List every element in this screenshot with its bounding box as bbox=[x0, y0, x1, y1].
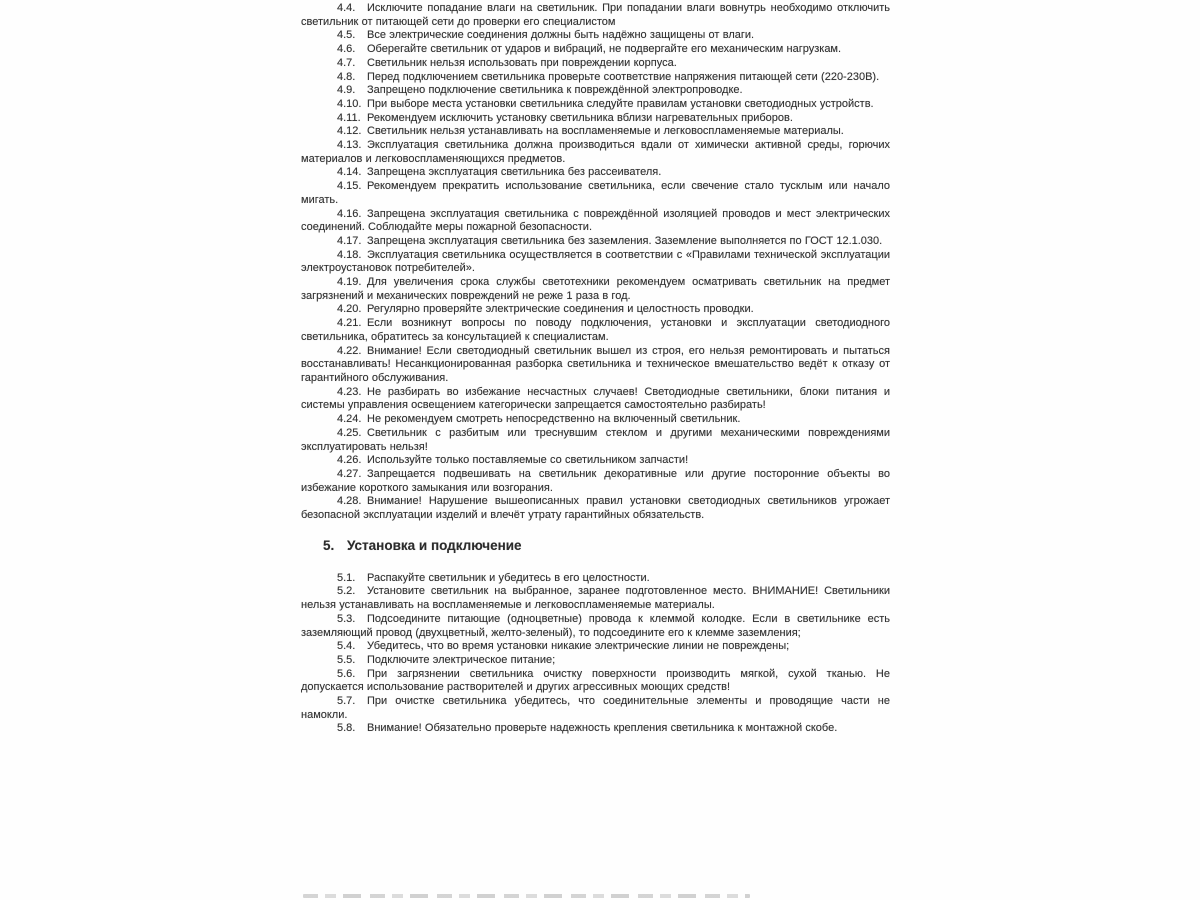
section-heading-number: 5. bbox=[323, 537, 335, 553]
list-item bbox=[301, 454, 890, 468]
item-text: При загрязнении светильника очистку поверхности производить мягкой, сухой тканью. Не допускается использование растворителей и других агрессивных моющих средств! bbox=[301, 667, 890, 694]
list-item bbox=[301, 249, 890, 276]
section-heading-title: Установка и подключение bbox=[347, 537, 522, 553]
section-5-installation-items bbox=[301, 572, 890, 736]
item-text: Запрещена эксплуатация светильника без заземления. Заземление выполняется по ГОСТ 12.1.030. bbox=[367, 234, 883, 247]
list-item bbox=[301, 386, 890, 413]
text-column bbox=[301, 2, 890, 736]
list-item bbox=[301, 139, 890, 166]
list-item bbox=[301, 654, 890, 668]
list-item bbox=[301, 180, 890, 207]
item-number: 4.15. bbox=[337, 180, 362, 193]
item-number: 5.6. bbox=[337, 667, 356, 680]
item-text: Распакуйте светильник и убедитесь в его целостности. bbox=[367, 571, 650, 584]
item-text: Внимание! Обязательно проверьте надежность крепления светильника к монтажной скобе. bbox=[367, 722, 838, 735]
item-number: 5.7. bbox=[337, 695, 356, 708]
item-text: Светильник с разбитым или треснувшим стеклом и другими механическими повреждениями эксплуатировать нельзя! bbox=[301, 426, 890, 453]
list-item bbox=[301, 640, 890, 654]
item-text: Запрещено подключение светильника к повреждённой электропроводке. bbox=[367, 84, 743, 97]
item-text: Внимание! Нарушение вышеописанных правил установки светодиодных светильников угрожает безопасной эксплуатации изделий и влечёт утрату гарантийных обязательств. bbox=[301, 495, 890, 522]
item-text: Эксплуатация светильника осуществляется в соответствии с «Правилами технической эксплуатации электроустановок потребителей». bbox=[301, 248, 890, 275]
item-text: Используйте только поставляемые со светильником запчасти! bbox=[367, 454, 689, 467]
item-text: Установите светильник на выбранное, заранее подготовленное место. ВНИМАНИЕ! Светильники нельзя устанавливать на воспламеняемые и легковоспламеняемые материалы. bbox=[301, 585, 890, 612]
item-text: Если возникнут вопросы по поводу подключения, установки и эксплуатации светодиодного светильника, обратитесь за консультацией к специалистам. bbox=[301, 317, 890, 343]
item-text: Запрещена эксплуатация светильника без рассеивателя. bbox=[367, 166, 662, 179]
list-item bbox=[301, 613, 890, 640]
item-text: При очистке светильника убедитесь, что соединительные элементы и проводящие части не намокли. bbox=[301, 695, 890, 721]
section-4-safety-items bbox=[301, 2, 890, 523]
item-number: 4.11. bbox=[337, 111, 361, 124]
item-number: 4.16. bbox=[337, 207, 362, 220]
item-text: Запрещается подвешивать на светильник декоративные или другие посторонние объекты во избежание короткого замыкания или возгорания. bbox=[301, 467, 890, 494]
item-text: Подключите электрическое питание; bbox=[367, 653, 556, 666]
list-item bbox=[301, 468, 890, 495]
item-text: Все электрические соединения должны быть надёжно защищены от влаги. bbox=[367, 29, 755, 42]
cutoff-text-remnant bbox=[303, 894, 750, 898]
list-item bbox=[301, 345, 890, 386]
item-number: 4.26. bbox=[337, 454, 362, 467]
item-number: 4.13. bbox=[337, 139, 362, 152]
item-number: 4.9. bbox=[337, 84, 356, 97]
item-number: 4.17. bbox=[337, 234, 362, 247]
list-item bbox=[301, 427, 890, 454]
item-number: 4.24. bbox=[337, 413, 362, 426]
item-text: Не разбирать во избежание несчастных случаев! Светодиодные светильники, блоки питания и системы управления освещением категорически запрещается самостоятельно разбирать! bbox=[301, 385, 890, 412]
list-item bbox=[301, 43, 890, 57]
item-number: 4.23. bbox=[337, 385, 362, 398]
section-5-heading bbox=[323, 537, 890, 554]
item-number: 4.21. bbox=[337, 317, 362, 330]
list-item bbox=[301, 235, 890, 249]
list-item bbox=[301, 668, 890, 695]
item-number: 4.7. bbox=[337, 56, 356, 69]
item-number: 4.25. bbox=[337, 426, 362, 439]
list-item bbox=[301, 317, 890, 344]
item-text: Не рекомендуем смотреть непосредственно на включенный светильник. bbox=[367, 413, 741, 426]
item-text: Перед подключением светильника проверьте соответствие напряжения питающей сети (220-230В). bbox=[367, 70, 880, 83]
item-number: 4.6. bbox=[337, 43, 356, 56]
item-text: Рекомендуем исключить установку светильника вблизи нагревательных приборов. bbox=[367, 111, 793, 124]
list-item bbox=[301, 112, 890, 126]
item-number: 5.8. bbox=[337, 722, 356, 735]
list-item bbox=[301, 303, 890, 317]
list-item bbox=[301, 98, 890, 112]
list-item bbox=[301, 71, 890, 85]
item-number: 5.4. bbox=[337, 640, 356, 653]
item-text: Оберегайте светильник от ударов и вибраций, не подвергайте его механическим нагрузкам. bbox=[367, 43, 842, 56]
list-item bbox=[301, 276, 890, 303]
item-text: При выборе места установки светильника следуйте правилам установки светодиодных устройств. bbox=[367, 97, 874, 110]
item-number: 4.8. bbox=[337, 70, 356, 83]
item-number: 4.20. bbox=[337, 303, 362, 316]
item-number: 4.12. bbox=[337, 125, 362, 138]
item-text: Рекомендуем прекратить использование светильника, если свечение стало тусклым или начало мигать. bbox=[301, 180, 890, 206]
list-item bbox=[301, 2, 890, 29]
item-text: Эксплуатация светильника должна производиться вдали от химически активной среды, горючих материалов и легковоспламеняющихся предметов. bbox=[301, 139, 890, 165]
item-number: 4.19. bbox=[337, 276, 362, 289]
list-item bbox=[301, 585, 890, 612]
list-item bbox=[301, 695, 890, 722]
list-item bbox=[301, 495, 890, 522]
list-item bbox=[301, 208, 890, 235]
item-number: 4.22. bbox=[337, 344, 362, 357]
item-number: 4.10. bbox=[337, 97, 362, 110]
item-number: 4.27. bbox=[337, 467, 362, 480]
list-item bbox=[301, 166, 890, 180]
item-text: Светильник нельзя использовать при повреждении корпуса. bbox=[367, 56, 677, 69]
item-number: 5.5. bbox=[337, 653, 356, 666]
list-item bbox=[301, 29, 890, 43]
item-number: 4.28. bbox=[337, 495, 362, 508]
list-item bbox=[301, 413, 890, 427]
item-number: 4.14. bbox=[337, 166, 362, 179]
item-number: 4.4. bbox=[337, 2, 356, 14]
item-number: 5.3. bbox=[337, 612, 356, 625]
item-text: Внимание! Если светодиодный светильник вышел из строя, его нельзя ремонтировать и пытаться восстанавливать! Несанкционированная разборка светильника и техническое вмешательство ведёт к отказу от гарантийного обслуживания. bbox=[301, 344, 890, 384]
item-text: Светильник нельзя устанавливать на воспламеняемые и легковоспламеняемые материалы. bbox=[367, 125, 844, 138]
list-item bbox=[301, 84, 890, 98]
list-item bbox=[301, 125, 890, 139]
item-text: Регулярно проверяйте электрические соединения и целостность проводки. bbox=[367, 303, 754, 316]
item-text: Исключите попадание влаги на светильник. При попадании влаги вовнутрь необходимо отключить светильник от питающей сети до проверки его специалистом bbox=[301, 2, 890, 28]
item-text: Для увеличения срока службы светотехники рекомендуем осматривать светильник на предмет загрязнений и механических повреждений не реже 1 раза в год. bbox=[301, 276, 890, 302]
item-number: 4.5. bbox=[337, 29, 356, 42]
list-item bbox=[301, 57, 890, 71]
item-text: Убедитесь, что во время установки никакие электрические линии не повреждены; bbox=[367, 640, 790, 653]
item-text: Подсоедините питающие (одноцветные) провода к клеммой колодке. Если в светильнике есть заземляющий провод (двухцветный, желто-зеленый), то подсоедините его к клемме заземления; bbox=[301, 612, 890, 639]
item-number: 5.1. bbox=[337, 571, 356, 584]
list-item bbox=[301, 572, 890, 586]
list-item bbox=[301, 722, 890, 736]
item-number: 4.18. bbox=[337, 248, 362, 261]
item-text: Запрещена эксплуатация светильника с повреждённой изоляцией проводов и мест электрических соединений. Соблюдайте меры пожарной безопасности. bbox=[301, 207, 890, 234]
item-number: 5.2. bbox=[337, 585, 356, 598]
